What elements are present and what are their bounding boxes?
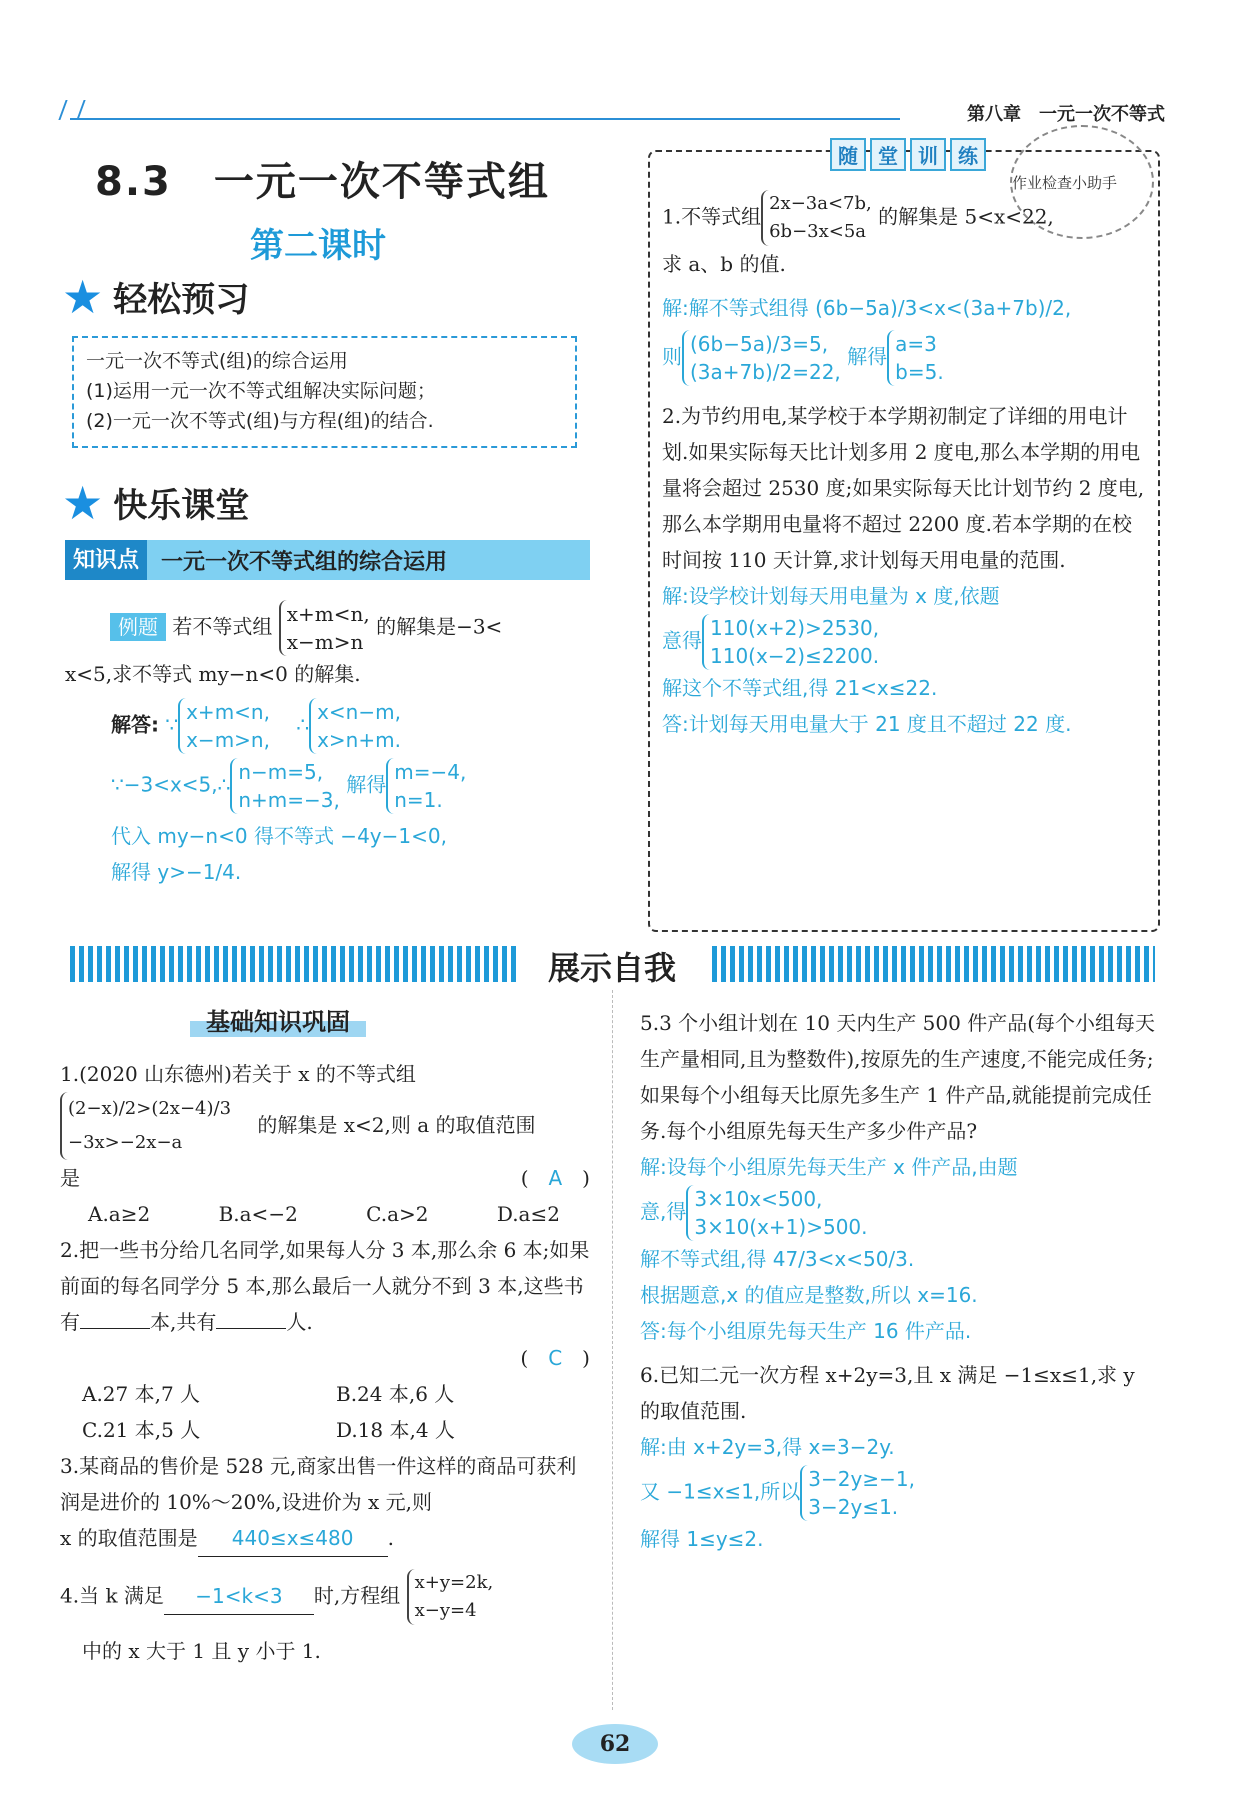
knowledge-point-bar	[65, 540, 590, 580]
q5-answer-1: 解:设每个小组原先每天生产 x 件产品,由题	[640, 1155, 1018, 1179]
header-rule	[70, 118, 900, 120]
star-icon: ★	[62, 269, 104, 324]
q1-answer: A	[548, 1166, 563, 1190]
q1-answer-line: 是 ( A )	[60, 1166, 590, 1190]
q1-system: (2−x)/2>(2x−4)/3 −3x>−2x−a 的解集是 x<2,则 a 的取值范围	[60, 1092, 590, 1160]
column-divider	[612, 990, 613, 1710]
q5-answer-4: 根据题意,x 的值应是整数,所以 x=16.	[640, 1283, 978, 1307]
knowledge-point-tag: 知识点	[65, 540, 147, 580]
q4-text-cont: 中的 x 大于 1 且 y 小于 1.	[82, 1639, 321, 1663]
q5-answer-3: 解不等式组,得 47/3<x<50/3.	[640, 1247, 915, 1271]
q4-text: 4.当 k 满足 −1<k<3 时,方程组 x+y=2k, x−y=4	[60, 1569, 590, 1625]
practice-q1-answer-2: 则(6b−5a)/3=5, (3a+7b)/2=22, 解得a=3 b=5.	[662, 332, 944, 384]
q5-answer-2: 意,得3×10x<500, 3×10(x+1)>500.	[640, 1187, 868, 1239]
show-title: 展示自我	[548, 949, 677, 987]
q4-answer: −1<k<3	[164, 1578, 314, 1615]
preview-line: (1)运用一元一次不等式组解决实际问题；	[86, 380, 436, 402]
practice-q1: 1.不等式组2x−3a<7b, 6b−3x<5a 的解集是 5<x<22,	[662, 190, 1148, 246]
preview-line: (2)一元一次不等式(组)与方程(组)的结合.	[86, 410, 434, 432]
practice-q2-answer-2: 意得110(x+2)>2530, 110(x−2)≤2200.	[662, 616, 880, 668]
q3-text: 3.某商品的售价是 528 元,商家出售一件这样的商品可获利润是进价的 10%～20%,设进价为 x 元,则	[60, 1454, 577, 1514]
band-right	[712, 946, 1155, 982]
practice-content: 1.不等式组2x−3a<7b, 6b−3x<5a 的解集是 5<x<22, 求 a、b 的值. 解:解不等式组得 (6b−5a)/3<x<(3a+7b)/2, 则(6b−5a)/3=5, (3a+7b)/2=22, 解得a=3 b=5. 2.为节约用电,某学校于本学期初制定了详细的用电计划.如果实际每天比计划多用 2 度电,那么本学期的用电量将会超过 2530 度;如果实际每天比计划节约 2 度电,那么本学期用电量将不超过 2200 度.若本学期的在校时间按 110 天计算,求计划每天用电量的范围. 解:设学校计划每天用电量为 x 度,依题 意得110(x+2)>2530, 110(x−2)≤2200. 解这个不等式组,得 21<x≤22. 答:计划每天用电量大于 21 度且不超过 22 度.	[662, 190, 1148, 742]
q1-text: 1.(2020 山东德州)若关于 x 的不等式组	[60, 1062, 416, 1086]
preview-line: 一元一次不等式(组)的综合运用	[86, 350, 348, 372]
q3-answer-line: x 的取值范围是 440≤x≤480 .	[60, 1520, 590, 1557]
q6-answer-3: 解得 1≤y≤2.	[640, 1527, 764, 1551]
practice-q2-answer-4: 答:计划每天用电量大于 21 度且不超过 22 度.	[662, 712, 1072, 736]
section-class-heading: ★ 快乐课堂	[62, 475, 250, 530]
page-number: 62	[572, 1724, 658, 1764]
q6-text: 6.已知二元一次方程 x+2y=3,且 x 满足 −1≤x≤1,求 y 的取值范围.	[640, 1363, 1135, 1423]
left-exercises	[60, 1056, 590, 1669]
lesson-subtitle: 第二课时	[250, 226, 386, 266]
knowledge-point-text: 一元一次不等式组的综合运用	[161, 549, 448, 575]
practice-tag: 随 堂 训 练	[830, 138, 986, 171]
example-answer-1: 解答: ∵x+m<n, x−m>n, ∴x<n−m, x>n+m.	[111, 700, 401, 752]
example-question-cont: x<5,求不等式 my−n<0 的解集.	[65, 662, 361, 686]
practice-q2-answer-1: 解:设学校计划每天用电量为 x 度,依题	[662, 584, 1000, 608]
basic-heading: 基础知识巩固	[190, 1002, 366, 1037]
stamp-label: 作业检查小助手	[1012, 174, 1118, 192]
band-left	[70, 946, 520, 982]
chapter-title: 第八章 一元一次不等式	[967, 104, 1165, 125]
header-ornament	[58, 100, 85, 120]
q6-answer-1: 解:由 x+2y=3,得 x=3−2y.	[640, 1435, 895, 1459]
example-answer-3: 代入 my−n<0 得不等式 −4y−1<0,	[111, 824, 447, 848]
q3-answer: 440≤x≤480	[198, 1520, 388, 1557]
example-tag: 例题	[110, 613, 166, 641]
example-answer-2: ∵−3<x<5,∴n−m=5, n+m=−3, 解得m=−4, n=1.	[111, 760, 467, 812]
right-exercises	[640, 1005, 1160, 1557]
system-brace: x+m<n, x−m>n	[279, 600, 370, 656]
practice-q2: 2.为节约用电,某学校于本学期初制定了详细的用电计划.如果实际每天比计划多用 2 度电,那么本学期的用电量将会超过 2530 度;如果实际每天比计划节约 2 度电,那么本学期用电量将不超过 2200 度.若本学期的在校时间按 110 天计算,求计划每天用电量的范围.	[662, 404, 1145, 572]
example-answer-4: 解得 y>−1/4.	[111, 860, 242, 884]
page-title: 8.3 一元一次不等式组	[95, 159, 550, 205]
q1-options: A.a≥2 B.a<−2 C.a>2 D.a≤2	[88, 1202, 560, 1226]
q2-text: 2.把一些书分给几名同学,如果每人分 3 本,那么余 6 本;如果前面的每名同学分 5 本,那么最后一人就分不到 3 本,这些书有 本,共有 人.	[60, 1238, 590, 1334]
practice-q2-answer-3: 解这个不等式组,得 21<x≤22.	[662, 676, 938, 700]
star-icon: ★	[62, 475, 104, 530]
q2-answer-line: ( C )	[520, 1346, 590, 1370]
q2-options: A.27 本,7 人 B.24 本,6 人 C.21 本,5 人 D.18 本,4 人	[82, 1382, 455, 1442]
q5-answer-5: 答:每个小组原先每天生产 16 件产品.	[640, 1319, 972, 1343]
section-preview-heading: ★ 轻松预习	[62, 269, 250, 324]
preview-box	[72, 336, 577, 448]
example-block: 例题 若不等式组 x+m<n, x−m>n 的解集是−3< x<5,求不等式 my−n<0 的解集. 解答: ∵x+m<n, x−m>n, ∴x<n−m, x>n+m. ∵−3<x<5,∴n−m=5, n+m=−3, 解得m=−4, n=1. 代入 my−n<0 得不等式 −4y−1<0, 解得 y>−1/4.	[65, 600, 595, 890]
q5-text: 5.3 个小组计划在 10 天内生产 500 件产品(每个小组每天生产量相同,且为整数件),按原先的生产速度,不能完成任务;如果每个小组每天比原先多生产 1 件产品,就能提前完成任务.每个小组原先每天生产多少件产品?	[640, 1011, 1156, 1143]
q2-answer: C	[548, 1346, 563, 1370]
practice-q1-answer-1: 解:解不等式组得 (6b−5a)/3<x<(3a+7b)/2,	[662, 296, 1072, 320]
q6-answer-2: 又 −1≤x≤1,所以3−2y≥−1, 3−2y≤1.	[640, 1467, 915, 1519]
